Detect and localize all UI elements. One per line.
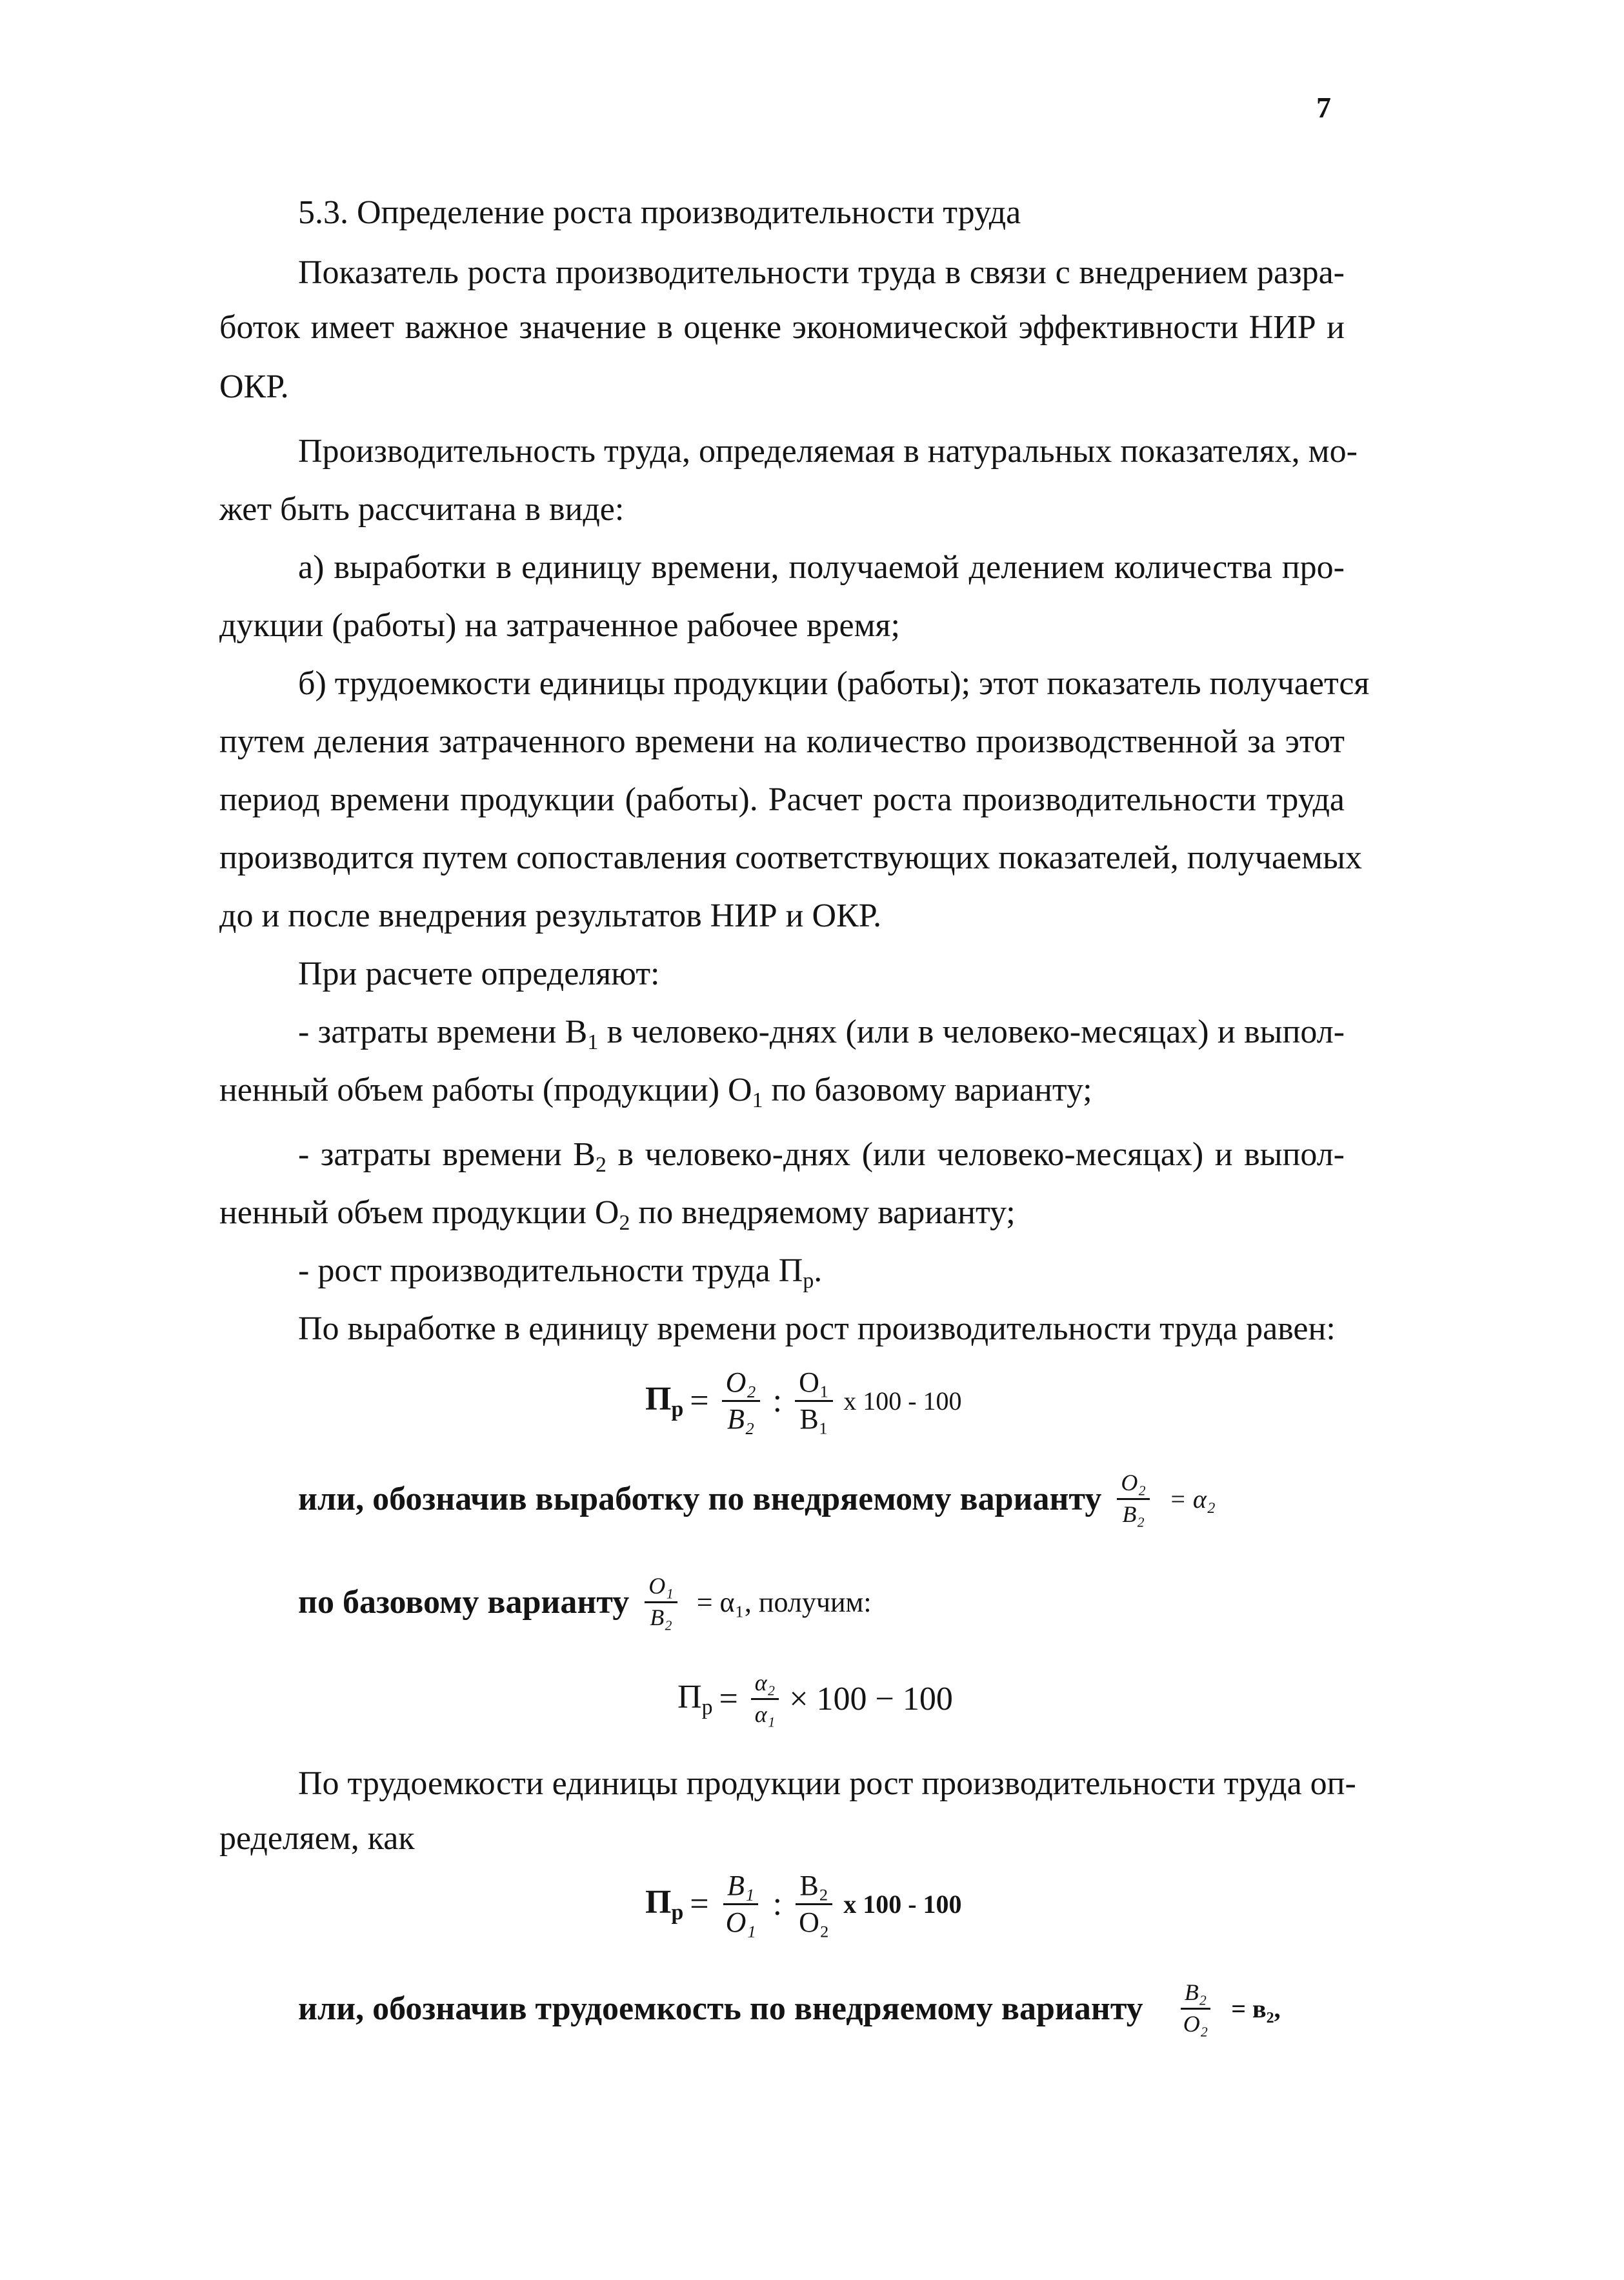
formula3-fraction2: $\frac{\text{В₂}}{\text{О₂}}$ xyxy=(795,1871,833,1937)
bullet1-line1: - затраты времени $В_1$ в человеко-днях (или в человеко-месяцах) и выпол- xyxy=(298,1014,1345,1055)
formula3-fraction1: $\frac{\text{B₁}}{\text{O₁}}$ xyxy=(722,1871,760,1937)
item-b-line2: путем деления затраченного времени на количество производственной за этот xyxy=(219,723,1345,760)
paragraph2-line1: Производительность труда, определяемая в натуральных показателях, мо- xyxy=(298,433,1358,470)
labor-intro-line2: ределяем, как xyxy=(219,1820,415,1857)
item-a-line2: дукции (работы) на затраченное рабочее время; xyxy=(219,607,900,644)
denote-output-base: по базовому варианту $\frac{\text{O₁}}{\text{B₂}}$ = α₁, получим: xyxy=(298,1573,872,1630)
page-number: 7 xyxy=(1316,91,1331,124)
formula-alpha-ratio: $П_р$ = $\frac{\text{α₂}}{\text{α₁}}$ × 100 − 100 xyxy=(677,1670,953,1727)
item-b-line3: период времени продукции (работы). Расчет роста производительности труда xyxy=(219,781,1345,818)
item-b-line5: до и после внедрения результатов НИР и ОКР. xyxy=(219,897,882,934)
determine-intro: При расчете определяют: xyxy=(298,955,660,992)
output-intro: По выработке в единицу времени рост производительности труда равен: xyxy=(298,1310,1336,1347)
denote2-fraction: $\frac{\text{O₁}}{\text{B₂}}$ xyxy=(645,1574,677,1630)
item-b-line4: производится путем сопоставления соответствующих показателей, получаемых xyxy=(219,839,1362,876)
formula1-fraction1: $\frac{\text{O₂}}{\text{B₂}}$ xyxy=(722,1368,760,1434)
formula-output-growth: $П_р$ = $\frac{\text{O₂}}{\text{B₂}}$ : $\frac{\text{O₁}}{\text{В₁}}$ х 100 - 100 xyxy=(645,1366,962,1435)
bullet2-line1: - затраты времени $В_2$ в человеко-днях (или человеко-месяцах) и выпол- xyxy=(298,1136,1345,1177)
denote-labor-new: или, обозначив трудоемкость по внедряемому варианту $\frac{\text{B₂}}{\text{O₂}}$ = в₂, xyxy=(298,1979,1281,2037)
formula3-lhs: $П_р$ xyxy=(645,1884,684,1925)
item-a-line1: а) выработки в единицу времени, получаемой делением количества про- xyxy=(298,549,1345,586)
bullet2-line2: ненный объем продукции $О_2$ по внедряемому варианту; xyxy=(219,1194,1016,1235)
labor-intro-line1: По трудоемкости единицы продукции рост производительности труда оп- xyxy=(298,1765,1356,1802)
formula2-lhs: $П_р$ xyxy=(677,1678,713,1719)
paragraph1-line1: Показатель роста производительности труда в связи с внедрением разра- xyxy=(298,254,1345,291)
bullet1-line2: ненный объем работы (продукции) $О_1$ по базовому варианту; xyxy=(219,1072,1092,1113)
paragraph2-line2: жет быть рассчитана в виде: xyxy=(219,491,625,528)
paragraph1-line3: ОКР. xyxy=(219,368,289,405)
item-b-line1: б) трудоемкости единицы продукции (работы); этот показатель получается xyxy=(298,665,1370,702)
paragraph1-line2: боток имеет важное значение в оценке экономической эффективности НИР и xyxy=(219,309,1345,346)
formula-labor-growth: $П_р$ = $\frac{\text{B₁}}{\text{O₁}}$ : $\frac{\text{В₂}}{\text{О₂}}$ х 100 - 100 xyxy=(645,1870,962,1939)
section-heading: 5.3. Определение роста производительности труда xyxy=(298,194,1021,231)
denote1-fraction: $\frac{\text{O₂}}{\text{B₂}}$ xyxy=(1117,1471,1150,1527)
formula1-fraction2: $\frac{\text{O₁}}{\text{В₁}}$ xyxy=(795,1368,833,1434)
denote3-fraction: $\frac{\text{B₂}}{\text{O₂}}$ xyxy=(1179,1981,1212,2037)
denote-output-new: или, обозначив выработку по внедряемому варианту $\frac{\text{O₂}}{\text{B₂}}$ = α₂ xyxy=(298,1470,1216,1527)
formula1-lhs: $П_р$ xyxy=(645,1381,684,1422)
formula2-fraction: $\frac{\text{α₂}}{\text{α₁}}$ xyxy=(751,1671,779,1727)
bullet3-line: - рост производительности труда $П_р$. xyxy=(298,1252,823,1294)
